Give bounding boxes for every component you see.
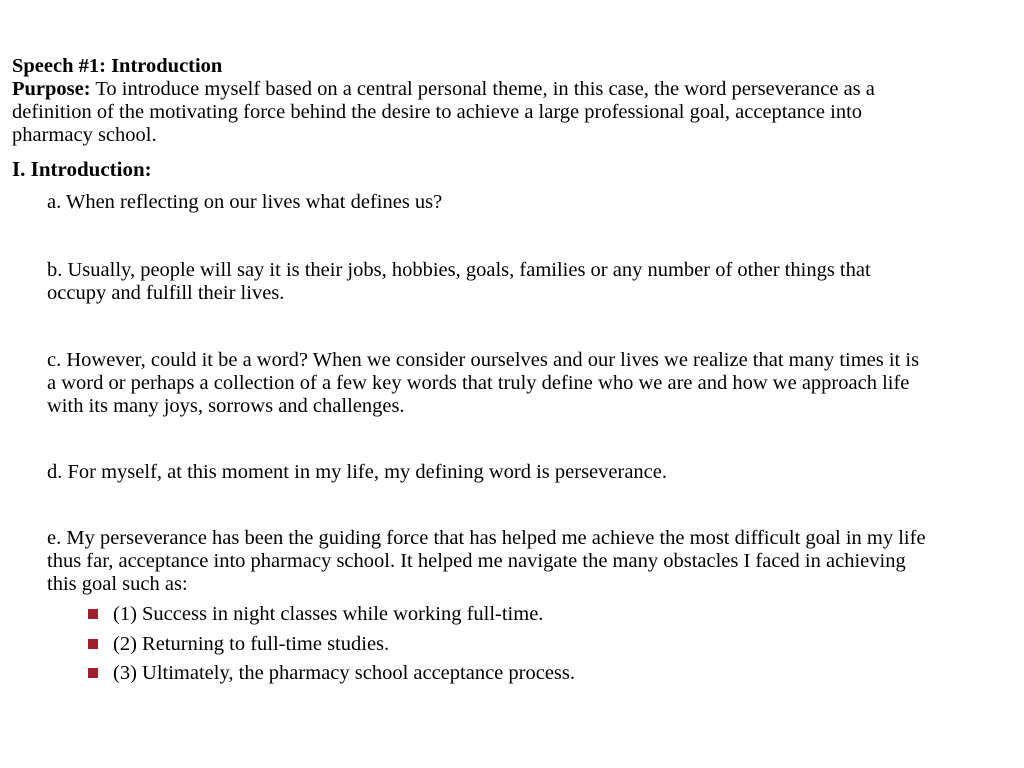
square-bullet-icon <box>88 609 98 619</box>
outline-item-d: d. For myself, at this moment in my life, my defining word is perseverance. <box>47 461 667 483</box>
purpose-text: To introduce myself based on a central personal theme, in this case, the word perseverance as a definition of the motivating force behind the desire to achieve a large professional goal, acceptance into pharmacy school. <box>12 78 875 146</box>
square-bullet-icon <box>88 668 98 678</box>
outline-item-e: e. My perseverance has been the guiding force that has helped me achieve the most difficult goal in my life thus far, acceptance into pharmacy school. It helped me navigate the many obstacles I faced in achieving this goal such as: <box>47 527 926 595</box>
obstacles-list <box>88 603 575 692</box>
square-bullet-icon <box>88 639 98 649</box>
list-item-text: (3) Ultimately, the pharmacy school acceptance process. <box>113 662 576 684</box>
speech-header <box>12 55 912 147</box>
list-item <box>88 603 575 633</box>
speech-title: Speech #1: Introduction <box>12 55 223 77</box>
purpose-label: Purpose: <box>12 78 91 100</box>
outline-item-c: c. However, could it be a word? When we consider ourselves and our lives we realize that many times it is a word or perhaps a collection of a few key words that truly define who we are and how we approach life with its many joys, sorrows and challenges. <box>47 349 920 417</box>
list-item-text: (1) Success in night classes while working full-time. <box>113 603 544 625</box>
list-item-text: (2) Returning to full-time studies. <box>113 632 390 655</box>
list-item <box>88 633 575 663</box>
section-heading: I. Introduction: <box>12 157 152 181</box>
list-item <box>88 662 575 692</box>
outline-item-a: a. When reflecting on our lives what defines us? <box>47 191 443 213</box>
outline-item-b: b. Usually, people will say it is their jobs, hobbies, goals, families or any number of other things that occupy and fulfill their lives. <box>47 259 871 304</box>
